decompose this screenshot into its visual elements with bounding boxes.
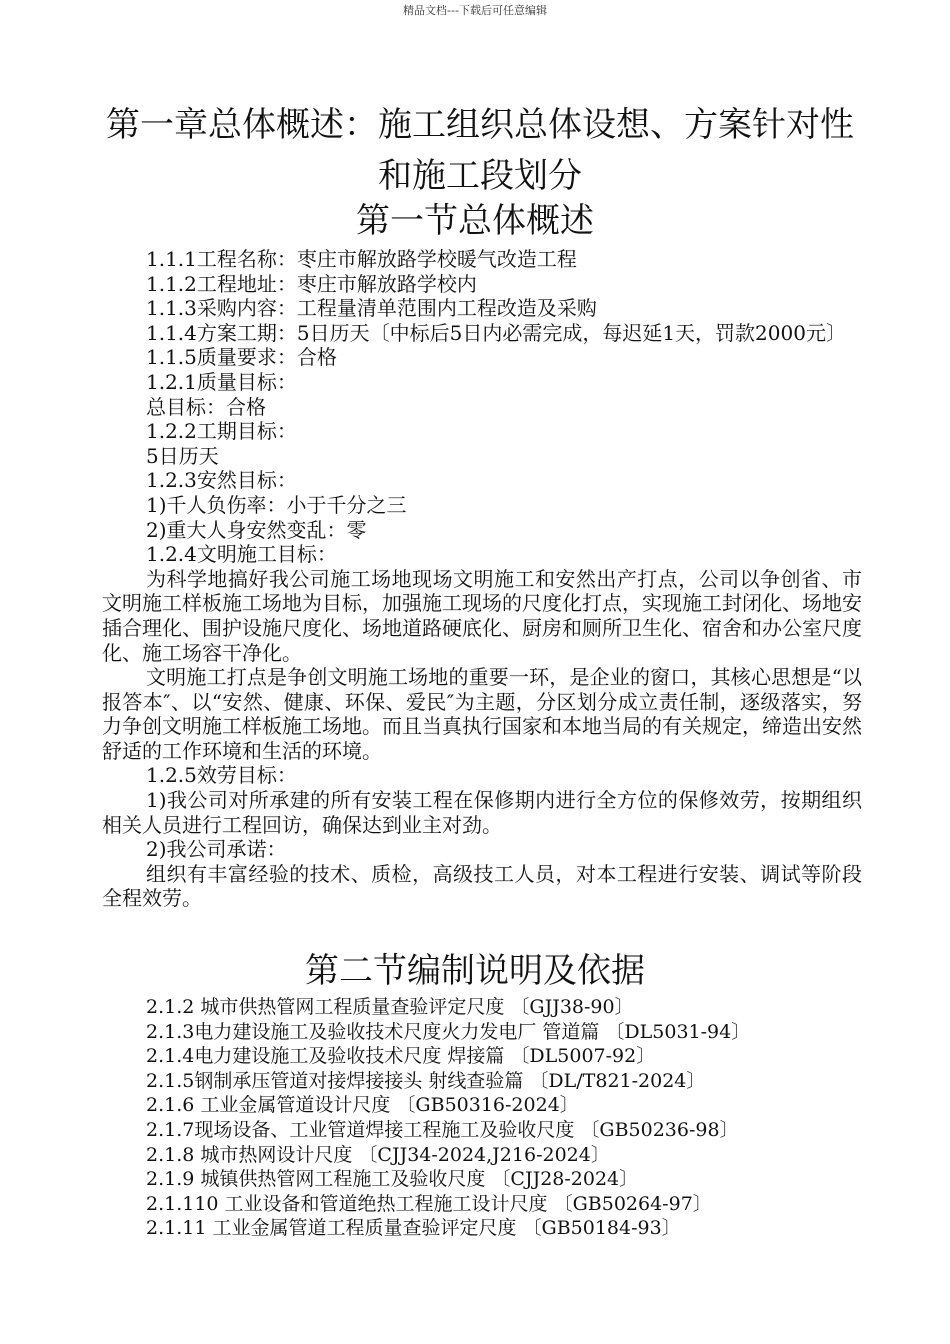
text-line: 1)千人负伤率：小于千分之三: [146, 492, 407, 517]
reference-item: 2.1.9 城镇供热管网工程施工及验收尺度 〔CJJ28-2024〕: [146, 1168, 639, 1191]
text-line: 1.1.2工程地址：枣庄市解放路学校内: [146, 271, 477, 296]
text-line: 1.2.3安然目标：: [146, 468, 297, 493]
paragraph-schedule: 1.1.4方案工期：5日历天〔中标后5日内必需完成，每迟延1天，罚款2000元〕: [146, 320, 846, 345]
chapter-title: 第一章总体概述：施工组织总体设想、方案针对性和施工段划分: [106, 105, 854, 196]
text-line: 1.2.1质量目标：: [146, 369, 297, 394]
text-line: 1.1.1工程名称：枣庄市解放路学校暖气改造工程: [146, 247, 577, 271]
reference-item: 2.1.2 城市供热管网工程质量查验评定尺度 〔GJJ38-90〕: [146, 996, 634, 1018]
section-title-2: 第二节编制说明及依据: [305, 951, 645, 991]
reference-item: 2.1.7现场设备、工业管道焊接工程施工及验收尺度 〔GB50236-98〕: [146, 1118, 739, 1141]
header-note: 精品文档---下载后可任意编辑: [403, 4, 547, 17]
text-line: 2)重大人身安然变乱：零: [146, 517, 367, 542]
text-line: 1.2.4文明施工目标：: [146, 542, 337, 567]
section-1-body: [102, 247, 862, 911]
section-2-references: [102, 995, 862, 1241]
paragraph-service: 1)我公司对所承建的所有安装工程在保修期内进行全方位的保修效劳，按期组织相关人员进行工程回访，确保达到业主对劲。: [102, 788, 862, 837]
text-line: 1.2.2工期目标：: [146, 419, 297, 444]
reference-item: 2.1.4电力建设施工及验收技术尺度 焊接篇 〔DL5007-92〕: [146, 1045, 656, 1068]
paragraph-civilized-construction: 为科学地搞好我公司施工场地现场文明施工和安然出产打点，公司以争创省、市文明施工样板施工场地为目标，加强施工现场的尺度化打点，实现施工封闭化、场地安插合理化、围护设施尺度化、场地道路硬底化、厨房和厕所卫生化、宿舍和办公室尺度化、施工场容干净化。: [102, 566, 862, 665]
paragraph-management: 文明施工打点是争创文明施工场地的重要一环，是企业的窗口，其核心思想是“以报答本″、以“安然、健康、环保、爱民″为主题，分区划分成立责任制，逐级落实，努力争创文明施工样板施工场地。而且当真执行国家和本地当局的有关规定，缔造出安然舒适的工作环境和生活的环境。: [102, 665, 862, 763]
text-line: 5日历天: [146, 443, 219, 468]
text-line: 1.2.5效劳目标：: [146, 763, 297, 788]
text-line: 1.1.3采购内容：工程量清单范围内工程改造及采购: [146, 296, 597, 321]
reference-item: 2.1.11 工业金属管道工程质量查验评定尺度 〔GB50184-93〕: [146, 1217, 681, 1240]
text-line: 总目标：合格: [146, 394, 266, 419]
section-title-1: 第一节总体概述: [356, 201, 594, 241]
reference-item: 2.1.6 工业金属管道设计尺度 〔GB50316-2024〕: [146, 1094, 579, 1117]
text-line: 1.1.5质量要求：合格: [146, 345, 337, 370]
paragraph-promise: 组织有丰富经验的技术、质检，高级技工人员，对本工程进行安装、调试等阶段全程效劳。: [102, 861, 862, 911]
reference-item: 2.1.8 城市热网设计尺度 〔CJJ34-2024,J216-2024〕: [146, 1143, 610, 1166]
text-line: 2)我公司承诺：: [146, 837, 287, 862]
reference-item: 2.1.3电力建设施工及验收技术尺度火力发电厂 管道篇 〔DL5031-94〕: [146, 1020, 751, 1043]
reference-item: 2.1.110 工业设备和管道绝热工程施工设计尺度 〔GB50264-97〕: [146, 1192, 712, 1215]
reference-item: 2.1.5钢制承压管道对接焊接接头 射线查验篇 〔DL/T821-2024〕: [146, 1069, 706, 1092]
